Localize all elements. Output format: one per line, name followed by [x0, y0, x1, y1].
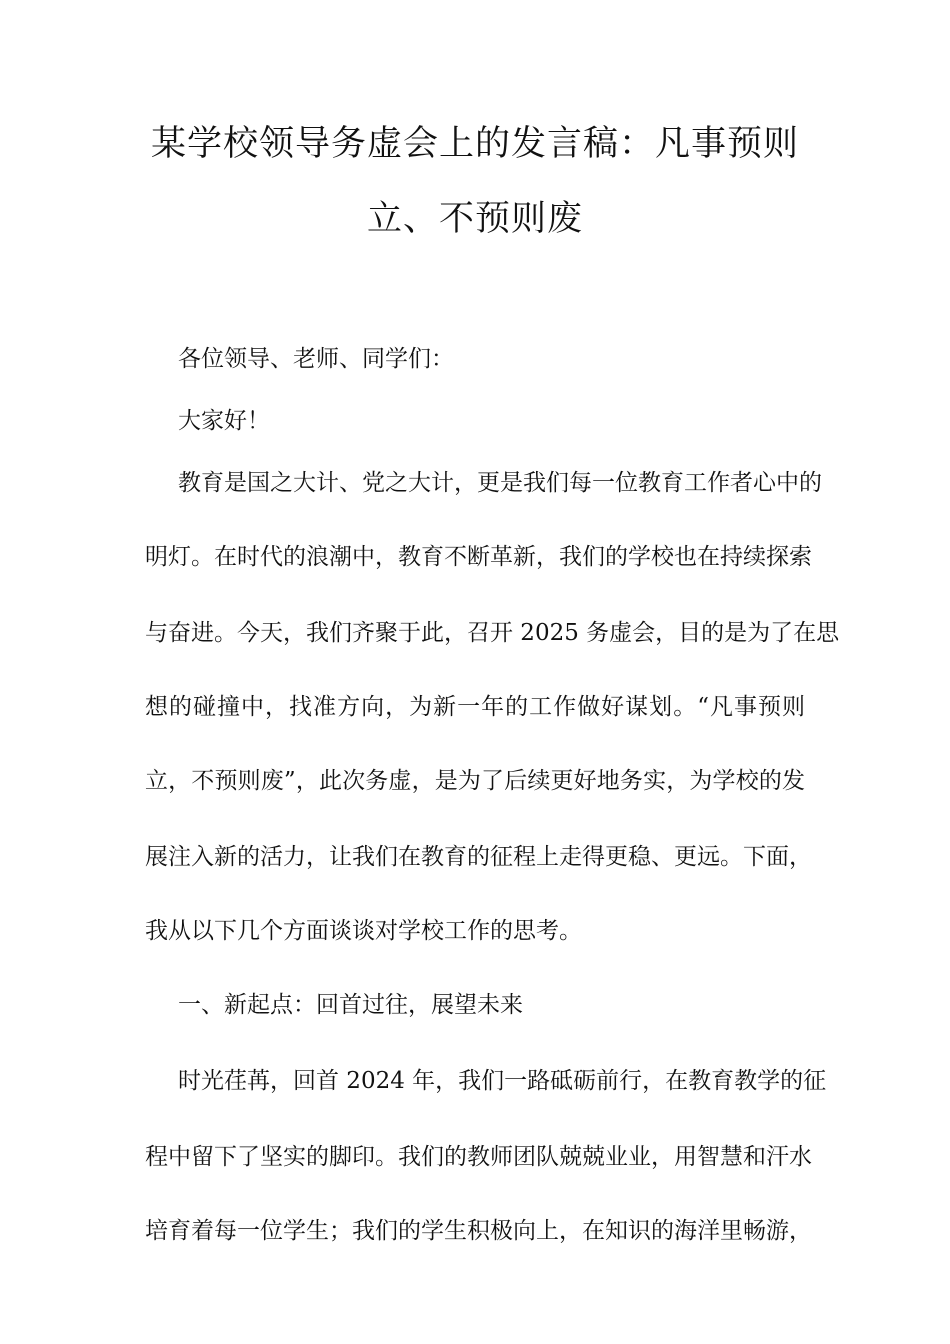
paragraph-line: 教育是国之大计、党之大计，更是我们每一位教育工作者心中的 — [178, 470, 822, 496]
paragraph-line: 想的碰撞中，找准方向，为新一年的工作做好谋划。“凡事预则 — [145, 694, 805, 720]
paragraph-line: 与奋进。今天，我们齐聚于此，召开 2025 务虚会，目的是为了在思 — [145, 620, 840, 646]
paragraph-line: 程中留下了坚实的脚印。我们的教师团队兢兢业业，用智慧和汗水 — [145, 1144, 812, 1170]
paragraph-line: 展注入新的活力，让我们在教育的征程上走得更稳、更远。下面， — [145, 844, 812, 870]
section-heading: 一、新起点：回首过往，展望未来 — [178, 992, 523, 1018]
paragraph-line: 明灯。在时代的浪潮中，教育不断革新，我们的学校也在持续探索 — [145, 544, 812, 570]
salutation: 各位领导、老师、同学们： — [178, 346, 454, 372]
paragraph-line: 立，不预则废”，此次务虚，是为了后续更好地务实，为学校的发 — [145, 768, 805, 794]
paragraph-line: 培育着每一位学生；我们的学生积极向上，在知识的海洋里畅游， — [145, 1218, 812, 1244]
document-title-line-2: 立、不预则废 — [366, 199, 583, 239]
greeting: 大家好！ — [178, 408, 270, 434]
document-title-line-1: 某学校领导务虚会上的发言稿：凡事预则 — [150, 124, 799, 164]
paragraph-line: 我从以下几个方面谈谈对学校工作的思考。 — [145, 918, 582, 944]
paragraph-line: 时光荏苒，回首 2024 年，我们一路砥砺前行，在教育教学的征 — [178, 1068, 827, 1094]
